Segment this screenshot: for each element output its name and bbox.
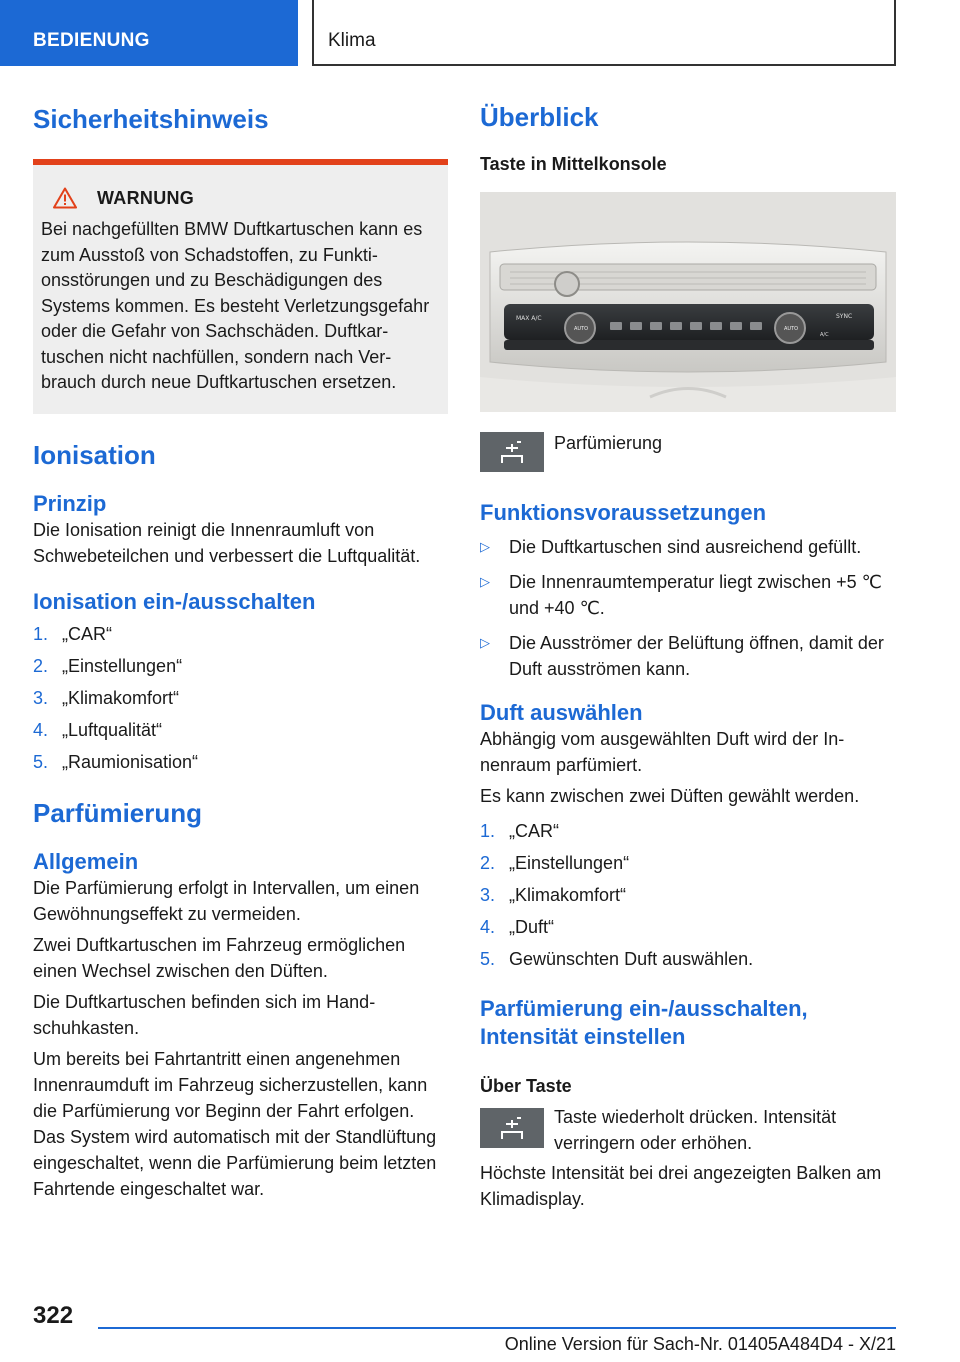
perfume-button-icon xyxy=(480,1108,544,1148)
auto-right-label: AUTO xyxy=(784,325,799,332)
ionisation-steps xyxy=(33,618,448,778)
list-item: ▷ Die Innenraumtemperatur liegt zwischen +5 ℃ und +40 ℃. xyxy=(480,569,896,621)
max-intensity-text: Höchste Intensität bei drei angezeigten Balken am Klimadisplay. xyxy=(480,1162,882,1209)
section-tab xyxy=(0,0,298,66)
requirements-title: Funktionsvoraussetzungen xyxy=(480,499,767,525)
principle-text: Die Ionisation reinigt die Innenraumluft von Schwebeteilchen und verbessert die Luftqualität. xyxy=(33,520,421,567)
list-item: 5. „Raumionisation“ xyxy=(33,751,199,772)
fragrance-icon xyxy=(497,1115,527,1141)
page-footer xyxy=(0,1290,960,1362)
warning-text: Bei nachgefüllten BMW Duftkartuschen kann es zum Ausstoß von Schadstoffen, zu Funktionsstörungen und zu Beschädigungen des Systems kommen. Es besteht Verletzungsgefahr oder die Gefahr von Sachschäden. Duftkartuschen nicht nachfüllen, sondern nach Verbrauch durch neue Duftkartuschen ersetzen. xyxy=(41,219,430,393)
triangle-bullet-icon: ▷ xyxy=(480,574,490,590)
warning-label: WARNUNG xyxy=(97,187,195,208)
section-label: BEDIENUNG xyxy=(33,30,150,51)
list-item: 2. „Einstellungen“ xyxy=(480,853,630,874)
list-item: 5. Gewünschten Duft auswählen. xyxy=(480,949,754,970)
via-button-row xyxy=(480,1104,896,1156)
page-header xyxy=(0,0,960,66)
list-item: 1. „CAR“ xyxy=(33,623,112,644)
climate-console-photo xyxy=(480,192,896,412)
ac-label: A/C xyxy=(820,331,829,338)
overview-title: Überblick xyxy=(480,102,599,132)
onoff-title: Parfümierung ein-/ausschalten, Intensität einstellen xyxy=(480,996,808,1050)
perfume-title: Parfümierung xyxy=(33,797,203,828)
warning-header xyxy=(53,187,440,209)
footer-divider xyxy=(98,1327,896,1329)
warning-box xyxy=(33,159,448,414)
safety-title: Sicherheitshinweis xyxy=(33,104,269,134)
sync-label: SYNC xyxy=(836,312,853,320)
list-item: 2. „Einstellungen“ xyxy=(33,655,183,676)
console-title: Taste in Mittelkonsole xyxy=(480,154,667,175)
general-title: Allgemein xyxy=(33,848,139,874)
max-ac-label: MAX A/C xyxy=(516,314,542,322)
choose-steps xyxy=(480,815,896,975)
via-button-text: Taste wiederholt drücken. Intensität verringern oder erhöhen. xyxy=(554,1106,837,1153)
general-paragraph: Um bereits bei Fahrtantritt einen angenehmen Innenraumduft im Fahrzeug sicherzustellen, kann die Parfümierung vor Beginn der Fahrt erfolgen. Das System wird automatisch mit der Standlüftung eingeschaltet, wenn die Parfümierung beim letzten Fahrtende eingeschaltet war. xyxy=(33,1049,437,1200)
fragrance-icon xyxy=(497,439,527,465)
list-item: ▷ Die Duftkartuschen sind ausreichend gefüllt. xyxy=(480,534,896,560)
chapter-box xyxy=(312,0,896,66)
ionisation-title: Ionisation xyxy=(33,439,156,470)
warning-triangle-icon xyxy=(53,187,77,209)
climate-panel-illustration xyxy=(480,192,896,412)
triangle-bullet-icon: ▷ xyxy=(480,539,490,555)
via-button-title: Über Taste xyxy=(480,1076,572,1097)
list-item: 4. „Duft“ xyxy=(480,917,554,938)
general-paragraph: Die Parfümierung erfolgt in Intervallen, um einen Gewöhnungseffekt zu vermeiden. xyxy=(33,878,420,925)
perfume-button-icon xyxy=(480,432,544,472)
perfume-button-row xyxy=(480,432,896,472)
left-column xyxy=(33,100,448,1202)
online-version-text: Online Version für Sach-Nr. 01405A484D4 - X/21 xyxy=(504,1334,896,1354)
list-item: 3. „Klimakomfort“ xyxy=(480,885,627,906)
triangle-bullet-icon: ▷ xyxy=(480,635,490,651)
choose-paragraph: Es kann zwischen zwei Düften gewählt werden. xyxy=(480,786,860,807)
auto-left-label: AUTO xyxy=(574,325,589,332)
list-item: 4. „Luftqualität“ xyxy=(33,719,163,740)
chapter-label: Klima xyxy=(328,30,376,51)
ionisation-switch-title: Ionisation ein-/ausschalten xyxy=(33,589,316,615)
perfume-button-label: Parfümierung xyxy=(554,432,663,453)
page-number: 322 xyxy=(33,1302,74,1329)
list-item: 3. „Klimakomfort“ xyxy=(33,687,180,708)
requirements-list xyxy=(480,534,896,682)
choose-title: Duft auswählen xyxy=(480,700,643,726)
right-column xyxy=(480,100,896,1212)
list-item: 1. „CAR“ xyxy=(480,821,559,842)
general-paragraph: Die Duftkartuschen befinden sich im Handschuhkasten. xyxy=(33,992,376,1039)
choose-paragraph: Abhängig vom ausgewählten Duft wird der Innenraum parfümiert. xyxy=(480,729,845,776)
principle-title: Prinzip xyxy=(33,490,107,516)
list-item: ▷ Die Ausströmer der Belüftung öffnen, damit der Duft ausströmen kann. xyxy=(480,630,896,682)
general-paragraph: Zwei Duftkartuschen im Fahrzeug ermöglichen einen Wechsel zwischen den Düften. xyxy=(33,935,406,982)
